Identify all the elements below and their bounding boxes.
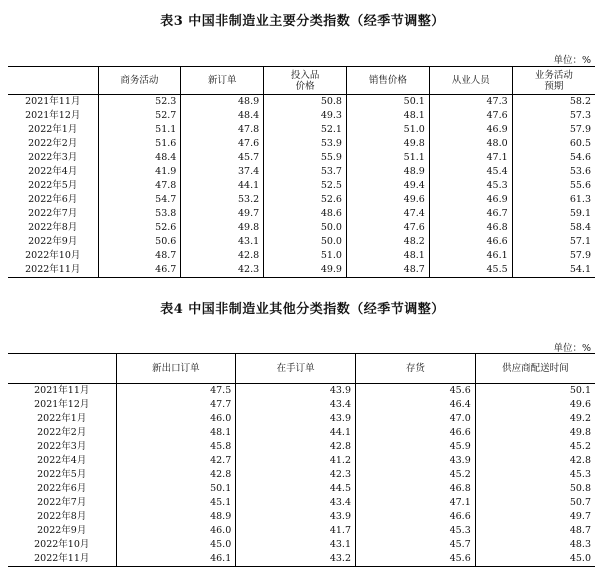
table-cell: 54.7	[98, 193, 181, 207]
row-label-month: 2022年9月	[28, 236, 78, 247]
table-cell: 45.2	[475, 440, 595, 454]
table-row	[8, 95, 595, 110]
table3-unit: 单位：%	[553, 55, 591, 66]
row-label-month: 2022年7月	[37, 497, 87, 508]
table-cell: 59.1	[512, 207, 595, 221]
table-cell: 55.6	[512, 179, 595, 193]
row-label-month: 2022年11月	[25, 264, 81, 275]
column-header: 从业人员	[429, 67, 512, 95]
table-cell: 58.4	[512, 221, 595, 235]
table-cell: 46.8	[356, 482, 476, 496]
table-cell: 47.8	[181, 123, 264, 137]
table-cell: 45.5	[429, 263, 512, 278]
table-cell: 43.4	[236, 496, 356, 510]
row-label-month: 2022年2月	[28, 138, 78, 149]
table-row	[8, 552, 595, 567]
table-cell: 47.0	[356, 412, 476, 426]
table-row	[8, 440, 595, 454]
table-cell: 43.4	[236, 398, 356, 412]
table-cell: 45.3	[429, 179, 512, 193]
table-cell: 48.4	[98, 151, 181, 165]
table-cell: 50.1	[475, 384, 595, 399]
table-cell: 48.1	[116, 426, 236, 440]
table-cell: 46.8	[429, 221, 512, 235]
table-row	[8, 221, 595, 235]
table-cell: 57.3	[512, 109, 595, 123]
table-cell: 51.0	[346, 123, 429, 137]
column-header: 投入品 价格	[264, 67, 347, 95]
table-cell: 60.5	[512, 137, 595, 151]
table-cell: 45.4	[429, 165, 512, 179]
table-cell: 51.1	[346, 151, 429, 165]
row-label-month: 2021年12月	[25, 110, 81, 121]
table-cell: 49.9	[264, 263, 347, 278]
table-row	[8, 384, 595, 399]
table-cell: 47.3	[429, 95, 512, 110]
table3	[8, 66, 595, 278]
table3-body	[8, 95, 595, 278]
table-cell: 47.5	[116, 384, 236, 399]
table-cell: 45.7	[181, 151, 264, 165]
table-cell: 52.3	[98, 95, 181, 110]
table-cell: 43.1	[236, 538, 356, 552]
table-row	[8, 510, 595, 524]
table-cell: 53.6	[512, 165, 595, 179]
table-cell: 45.8	[116, 440, 236, 454]
table-cell: 43.9	[236, 412, 356, 426]
table-row	[8, 249, 595, 263]
table-cell: 41.2	[236, 454, 356, 468]
table-cell: 57.9	[512, 249, 595, 263]
table-row	[8, 496, 595, 510]
table-cell: 43.9	[236, 510, 356, 524]
table-cell: 46.1	[429, 249, 512, 263]
table-cell: 49.7	[475, 510, 595, 524]
table-cell: 43.2	[236, 552, 356, 567]
table-cell: 45.6	[356, 384, 476, 399]
table-row	[8, 524, 595, 538]
table4-header-row	[8, 354, 595, 384]
table-cell: 44.1	[236, 426, 356, 440]
table-row	[8, 426, 595, 440]
table-cell: 50.8	[264, 95, 347, 110]
column-header: 商务活动	[98, 67, 181, 95]
table-cell: 49.8	[346, 137, 429, 151]
table-cell: 61.3	[512, 193, 595, 207]
table-row	[8, 454, 595, 468]
table-cell: 54.6	[512, 151, 595, 165]
table-cell: 51.0	[264, 249, 347, 263]
table-cell: 50.0	[264, 235, 347, 249]
table-cell: 47.7	[116, 398, 236, 412]
table-cell: 44.5	[236, 482, 356, 496]
table-cell: 42.7	[116, 454, 236, 468]
table-cell: 53.7	[264, 165, 347, 179]
table-cell: 43.9	[236, 384, 356, 399]
table4	[8, 353, 595, 567]
table-cell: 45.0	[475, 552, 595, 567]
table-row	[8, 235, 595, 249]
row-label-month: 2022年1月	[28, 124, 78, 135]
table-cell: 48.3	[475, 538, 595, 552]
table4-title: 表4 中国非制造业其他分类指数（经季节调整）	[160, 302, 445, 317]
table-cell: 48.9	[116, 510, 236, 524]
table-cell: 48.2	[346, 235, 429, 249]
table-cell: 48.4	[181, 109, 264, 123]
table-cell: 42.8	[475, 454, 595, 468]
table-cell: 53.2	[181, 193, 264, 207]
row-label-month: 2022年4月	[37, 455, 87, 466]
table-cell: 47.4	[346, 207, 429, 221]
table-cell: 46.6	[429, 235, 512, 249]
table-cell: 49.4	[346, 179, 429, 193]
row-label-month: 2022年4月	[28, 166, 78, 177]
table-cell: 45.0	[116, 538, 236, 552]
row-label-month: 2022年9月	[37, 525, 87, 536]
table-cell: 51.6	[98, 137, 181, 151]
table-cell: 45.3	[475, 468, 595, 482]
table-cell: 50.1	[346, 95, 429, 110]
table-cell: 49.7	[181, 207, 264, 221]
table-row	[8, 193, 595, 207]
row-label-month: 2021年11月	[34, 385, 90, 396]
table-row	[8, 207, 595, 221]
row-label-month: 2021年12月	[34, 399, 90, 410]
table-row	[8, 398, 595, 412]
row-label-month: 2022年5月	[37, 469, 87, 480]
table-cell: 45.3	[356, 524, 476, 538]
table-cell: 49.8	[181, 221, 264, 235]
table-cell: 46.0	[116, 524, 236, 538]
row-label-month: 2022年10月	[34, 539, 90, 550]
column-header: 新出口订单	[116, 354, 236, 384]
table-cell: 46.4	[356, 398, 476, 412]
table-cell: 55.9	[264, 151, 347, 165]
table-cell: 52.1	[264, 123, 347, 137]
table-cell: 47.6	[181, 137, 264, 151]
table-cell: 48.7	[346, 263, 429, 278]
table-cell: 48.0	[429, 137, 512, 151]
table-cell: 46.9	[429, 123, 512, 137]
table-cell: 48.6	[264, 207, 347, 221]
column-header-month	[8, 354, 116, 384]
table-cell: 41.9	[98, 165, 181, 179]
table-row	[8, 468, 595, 482]
table-cell: 47.1	[356, 496, 476, 510]
row-label-month: 2022年6月	[37, 483, 87, 494]
column-header: 存货	[356, 354, 476, 384]
table-cell: 42.3	[181, 263, 264, 278]
table-cell: 42.3	[236, 468, 356, 482]
table-cell: 57.9	[512, 123, 595, 137]
table-cell: 47.1	[429, 151, 512, 165]
row-label-month: 2022年5月	[28, 180, 78, 191]
table-cell: 50.6	[98, 235, 181, 249]
table-cell: 49.6	[346, 193, 429, 207]
table-cell: 53.8	[98, 207, 181, 221]
table-cell: 54.1	[512, 263, 595, 278]
table-cell: 50.8	[475, 482, 595, 496]
table-row	[8, 538, 595, 552]
table-row	[8, 412, 595, 426]
row-label-month: 2022年8月	[37, 511, 87, 522]
table-cell: 52.7	[98, 109, 181, 123]
row-label-month: 2022年8月	[28, 222, 78, 233]
table-cell: 52.6	[264, 193, 347, 207]
table-cell: 48.9	[181, 95, 264, 110]
column-header-month	[8, 67, 98, 95]
table-cell: 57.1	[512, 235, 595, 249]
table-cell: 42.8	[181, 249, 264, 263]
table3-header-row	[8, 67, 595, 95]
table-cell: 46.9	[429, 193, 512, 207]
row-label-month: 2022年2月	[37, 427, 87, 438]
row-label-month: 2022年6月	[28, 194, 78, 205]
row-label-month: 2022年1月	[37, 413, 87, 424]
table-cell: 49.6	[475, 398, 595, 412]
column-header: 新订单	[181, 67, 264, 95]
table-cell: 44.1	[181, 179, 264, 193]
table-cell: 45.1	[116, 496, 236, 510]
table-cell: 48.1	[346, 249, 429, 263]
column-header: 销售价格	[346, 67, 429, 95]
table-row	[8, 109, 595, 123]
table-cell: 58.2	[512, 95, 595, 110]
column-header: 供应商配送时间	[475, 354, 595, 384]
table-row	[8, 482, 595, 496]
table-row	[8, 263, 595, 278]
table-row	[8, 137, 595, 151]
row-label-month: 2022年7月	[28, 208, 78, 219]
table-cell: 46.7	[429, 207, 512, 221]
table-cell: 46.6	[356, 510, 476, 524]
table-cell: 46.0	[116, 412, 236, 426]
table-cell: 47.6	[346, 221, 429, 235]
table-cell: 50.7	[475, 496, 595, 510]
table-cell: 45.7	[356, 538, 476, 552]
table-cell: 49.2	[475, 412, 595, 426]
table-cell: 49.8	[475, 426, 595, 440]
table-cell: 51.1	[98, 123, 181, 137]
table-cell: 52.6	[98, 221, 181, 235]
table-cell: 50.1	[116, 482, 236, 496]
table-cell: 43.1	[181, 235, 264, 249]
table-cell: 45.2	[356, 468, 476, 482]
column-header: 业务活动 预期	[512, 67, 595, 95]
table-row	[8, 151, 595, 165]
table-cell: 48.9	[346, 165, 429, 179]
table3-title: 表3 中国非制造业主要分类指数（经季节调整）	[160, 14, 445, 29]
table-cell: 37.4	[181, 165, 264, 179]
table-cell: 42.8	[116, 468, 236, 482]
table-cell: 48.7	[98, 249, 181, 263]
table-cell: 49.3	[264, 109, 347, 123]
column-header: 在手订单	[236, 354, 356, 384]
table-cell: 41.7	[236, 524, 356, 538]
table-cell: 52.5	[264, 179, 347, 193]
row-label-month: 2021年11月	[25, 96, 81, 107]
table-cell: 43.9	[356, 454, 476, 468]
table-cell: 45.6	[356, 552, 476, 567]
table-cell: 48.7	[475, 524, 595, 538]
table-cell: 46.7	[98, 263, 181, 278]
table-row	[8, 179, 595, 193]
table-cell: 45.9	[356, 440, 476, 454]
table-cell: 42.8	[236, 440, 356, 454]
table4-body	[8, 384, 595, 567]
table-cell: 46.6	[356, 426, 476, 440]
table-cell: 47.6	[429, 109, 512, 123]
table-cell: 50.0	[264, 221, 347, 235]
table-row	[8, 123, 595, 137]
row-label-month: 2022年3月	[28, 152, 78, 163]
table-cell: 48.1	[346, 109, 429, 123]
table-cell: 46.1	[116, 552, 236, 567]
row-label-month: 2022年10月	[25, 250, 81, 261]
row-label-month: 2022年3月	[37, 441, 87, 452]
row-label-month: 2022年11月	[34, 553, 90, 564]
table-cell: 53.9	[264, 137, 347, 151]
table-cell: 47.8	[98, 179, 181, 193]
table-row	[8, 165, 595, 179]
table4-unit: 单位：%	[553, 343, 591, 354]
